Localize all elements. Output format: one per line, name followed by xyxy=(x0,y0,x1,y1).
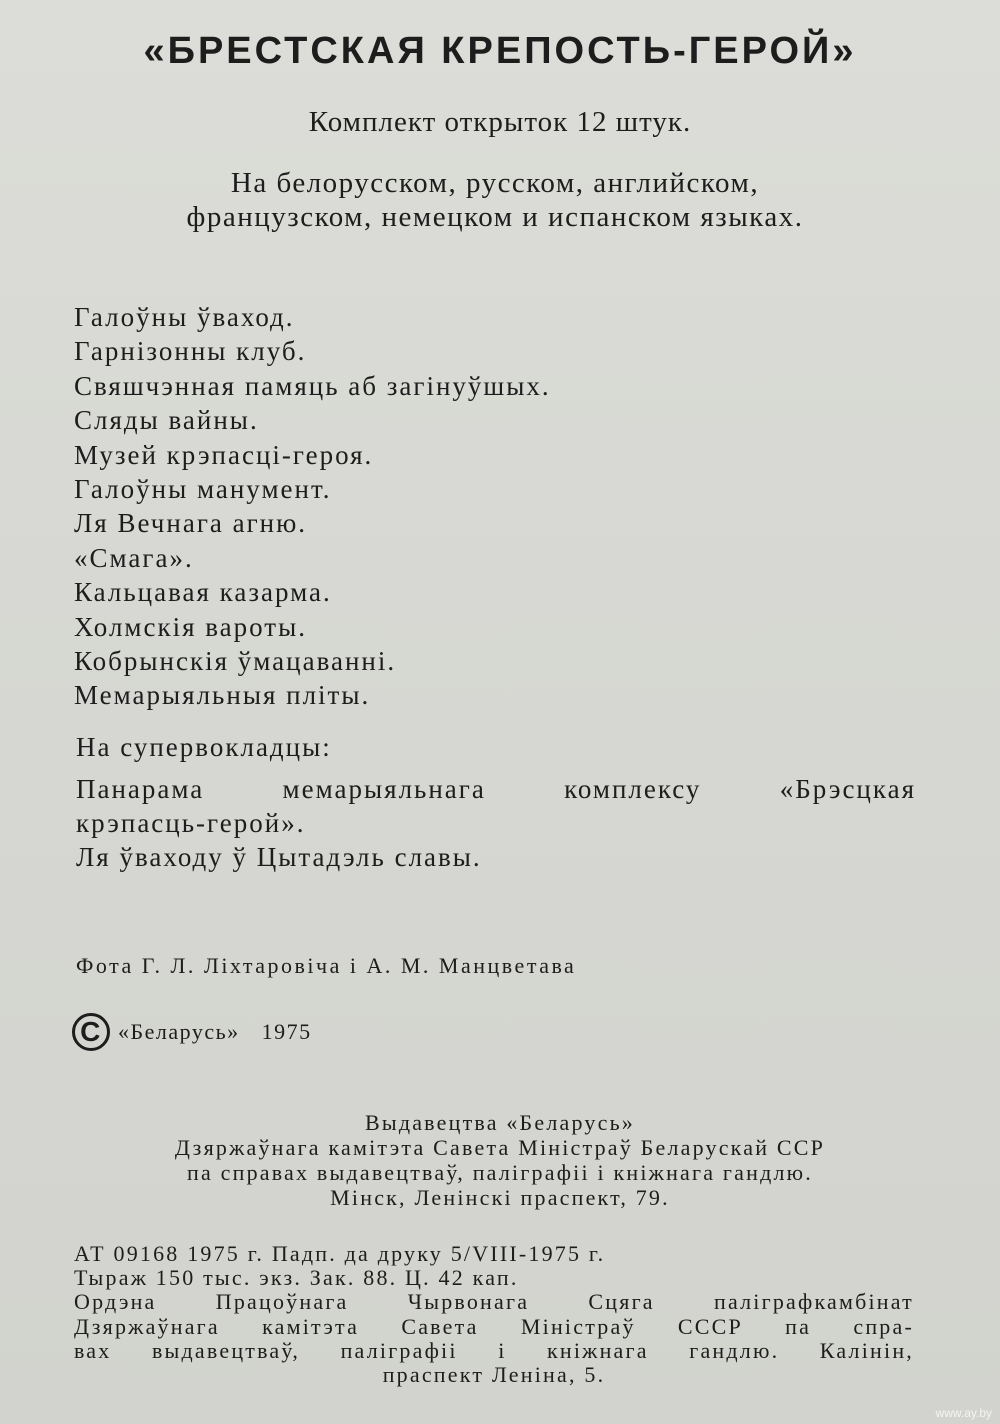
publisher-line: Дзяржаўнага камітэта Савета Міністраў Беларускай ССР xyxy=(174,1135,826,1160)
imprint-line: вах выдавецтваў, паліграфіі і кніжнага гандлю. Калінін, xyxy=(74,1337,914,1363)
publisher-line: Мінск, Ленінскі праспект, 79. xyxy=(330,1185,670,1210)
page-title: «БРЕСТСКАЯ КРЕПОСТЬ-ГЕРОЙ» xyxy=(143,30,857,72)
card-title-item: Кальцавая казарма. xyxy=(74,577,332,608)
imprint-line: праспект Леніна, 5. xyxy=(382,1362,606,1388)
card-titles-list xyxy=(74,300,551,713)
copyright-line xyxy=(72,1013,312,1051)
imprint-block xyxy=(74,1242,914,1387)
card-title-item: Холмскія вароты. xyxy=(74,611,307,642)
copyright-holder: «Беларусь» xyxy=(118,1019,240,1044)
card-title-item: «Смага». xyxy=(74,542,194,573)
imprint-line: Ордэна Працоўнага Чырвонага Сцяга паліграфкамбінат xyxy=(74,1289,914,1315)
set-subtitle: Комплект открыток 12 штук. xyxy=(308,106,692,138)
publisher-block xyxy=(60,1110,940,1210)
card-title-item: Гарнізонны клуб. xyxy=(74,336,307,367)
photo-credit: Фота Г. Л. Ліхтаровіча і А. М. Манцветава xyxy=(76,953,577,978)
imprint-line: Дзяржаўнага камітэта Савета Міністраў СССР па спра- xyxy=(74,1313,914,1339)
publisher-line: па справах выдавецтваў, паліграфіі і кніжнага гандлю. xyxy=(187,1160,813,1185)
card-title-item: Свяшчэнная памяць аб загінуўшых. xyxy=(74,370,551,401)
copyright-year: 1975 xyxy=(261,1019,312,1044)
cover-label: На супервокладцы: xyxy=(76,732,332,762)
site-watermark: www.ay.by xyxy=(935,1406,992,1420)
copyright-icon: C xyxy=(72,1013,110,1051)
imprint-line: Тыраж 150 тыс. экз. Зак. 88. Ц. 42 кап. xyxy=(74,1265,519,1291)
languages-note xyxy=(0,166,990,234)
card-title-item: Сляды вайны. xyxy=(74,405,259,436)
card-title-item: Ля Вечнага агню. xyxy=(74,508,308,539)
languages-line: На белорусском, русском, английском, xyxy=(230,167,760,199)
imprint-line: АТ 09168 1975 г. Падп. да друку 5/VIII-1975 г. xyxy=(74,1241,606,1266)
card-title-item: Галоўны манумент. xyxy=(74,474,332,505)
card-title-item: Кобрынскія ўмацаванні. xyxy=(74,646,397,677)
card-title-item: Музей крэпасці-героя. xyxy=(74,439,374,470)
cover-description xyxy=(76,772,916,874)
card-title-item: Галоўны ўваход. xyxy=(74,302,295,332)
card-title-item: Мемарыяльныя пліты. xyxy=(74,680,371,711)
cover-line: Ля ўваходу ў Цытадэль славы. xyxy=(76,842,482,872)
cover-line: крэпасць-герой». xyxy=(76,808,306,838)
languages-line: французском, немецком и испанском языках. xyxy=(186,201,804,233)
cover-line: Панарама мемарыяльнага комплексу «Брэсцкая xyxy=(76,774,916,804)
publisher-line: Выдавецтва «Беларусь» xyxy=(364,1110,636,1135)
